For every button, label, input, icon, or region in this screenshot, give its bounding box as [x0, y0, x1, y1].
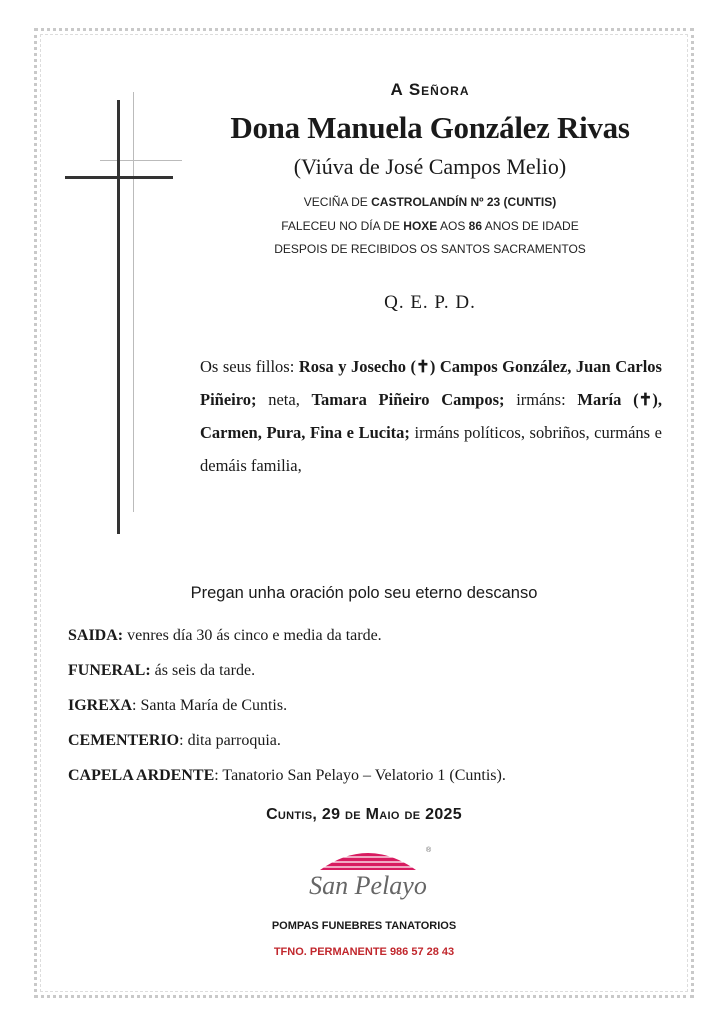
detail-value: : dita parroquia.	[179, 732, 281, 749]
death-prefix: FALECEU NO DÍA DE	[281, 219, 404, 233]
detail-label: FUNERAL:	[68, 662, 151, 679]
deceased-name: Dona Manuela González Rivas	[230, 110, 630, 145]
prayer-request: Pregan unha oración polo seu eterno descanso	[190, 584, 538, 602]
detail-label: SAIDA:	[68, 627, 124, 644]
honorific: A Señora	[390, 80, 470, 99]
sacraments-line: DESPOIS DE RECIBIDOS OS SANTOS SACRAMENTOS	[274, 242, 586, 256]
detail-cementerio	[68, 732, 668, 767]
phone-number: TFNO. PERMANENTE 986 57 28 43	[273, 946, 455, 958]
death-age: 86	[468, 219, 483, 233]
family-paragraph	[200, 350, 662, 482]
cross-icon-horizontal	[65, 176, 173, 179]
family-names: Rosa y Josecho (✝) Campos González, Juan Carlos Piñeiro;	[200, 357, 662, 409]
detail-capela	[68, 767, 668, 802]
detail-label: IGREXA	[68, 697, 133, 714]
cross-shadow-horizontal	[100, 160, 182, 161]
san-pelayo-logo	[298, 838, 438, 908]
detail-value: : Tanatorio San Pelayo – Velatorio 1 (Cuntis).	[214, 767, 506, 784]
residence-line	[180, 195, 680, 209]
registered-mark: ®	[426, 847, 432, 854]
family-text: irmáns políticos, sobriños, curmáns e demáis familia,	[200, 423, 662, 475]
residence-place: CASTROLANDÍN Nº 23 (CUNTIS)	[371, 195, 557, 209]
detail-value: ás seis da tarde.	[150, 662, 256, 679]
detail-igrexa	[68, 697, 668, 732]
family-names: Tamara Piñeiro Campos;	[311, 390, 505, 409]
cross-shadow-vertical	[133, 92, 134, 512]
family-text: Os seus fillos:	[200, 357, 299, 376]
family-text: irmáns:	[504, 390, 578, 409]
company-name: POMPAS FUNEBRES TANATORIOS	[271, 920, 457, 932]
date-line: Cuntis, 29 de Maio de 2025	[266, 806, 462, 823]
detail-value: venres día 30 ás cinco e media da tarde.	[123, 627, 382, 644]
cross-icon-vertical	[117, 100, 120, 534]
detail-value: : Santa María de Cuntis.	[132, 697, 288, 714]
detail-label: CAPELA ARDENTE	[68, 767, 215, 784]
residence-prefix: VECIÑA DE	[303, 195, 372, 209]
service-details	[68, 627, 668, 802]
family-names: María (✝), Carmen, Pura, Fina e Lucita;	[200, 390, 663, 442]
qepd: Q. E. P. D.	[384, 292, 476, 313]
logo-text: San Pelayo	[309, 871, 427, 900]
death-day: HOXE	[403, 219, 438, 233]
widow-note: (Viúva de José Campos Melio)	[293, 154, 567, 179]
death-suffix: ANOS DE IDADE	[482, 219, 579, 233]
death-mid: AOS	[437, 219, 469, 233]
detail-saida	[68, 627, 668, 662]
family-text: neta,	[256, 390, 312, 409]
death-line	[180, 219, 680, 233]
detail-label: CEMENTERIO	[68, 732, 180, 749]
detail-funeral	[68, 662, 668, 697]
